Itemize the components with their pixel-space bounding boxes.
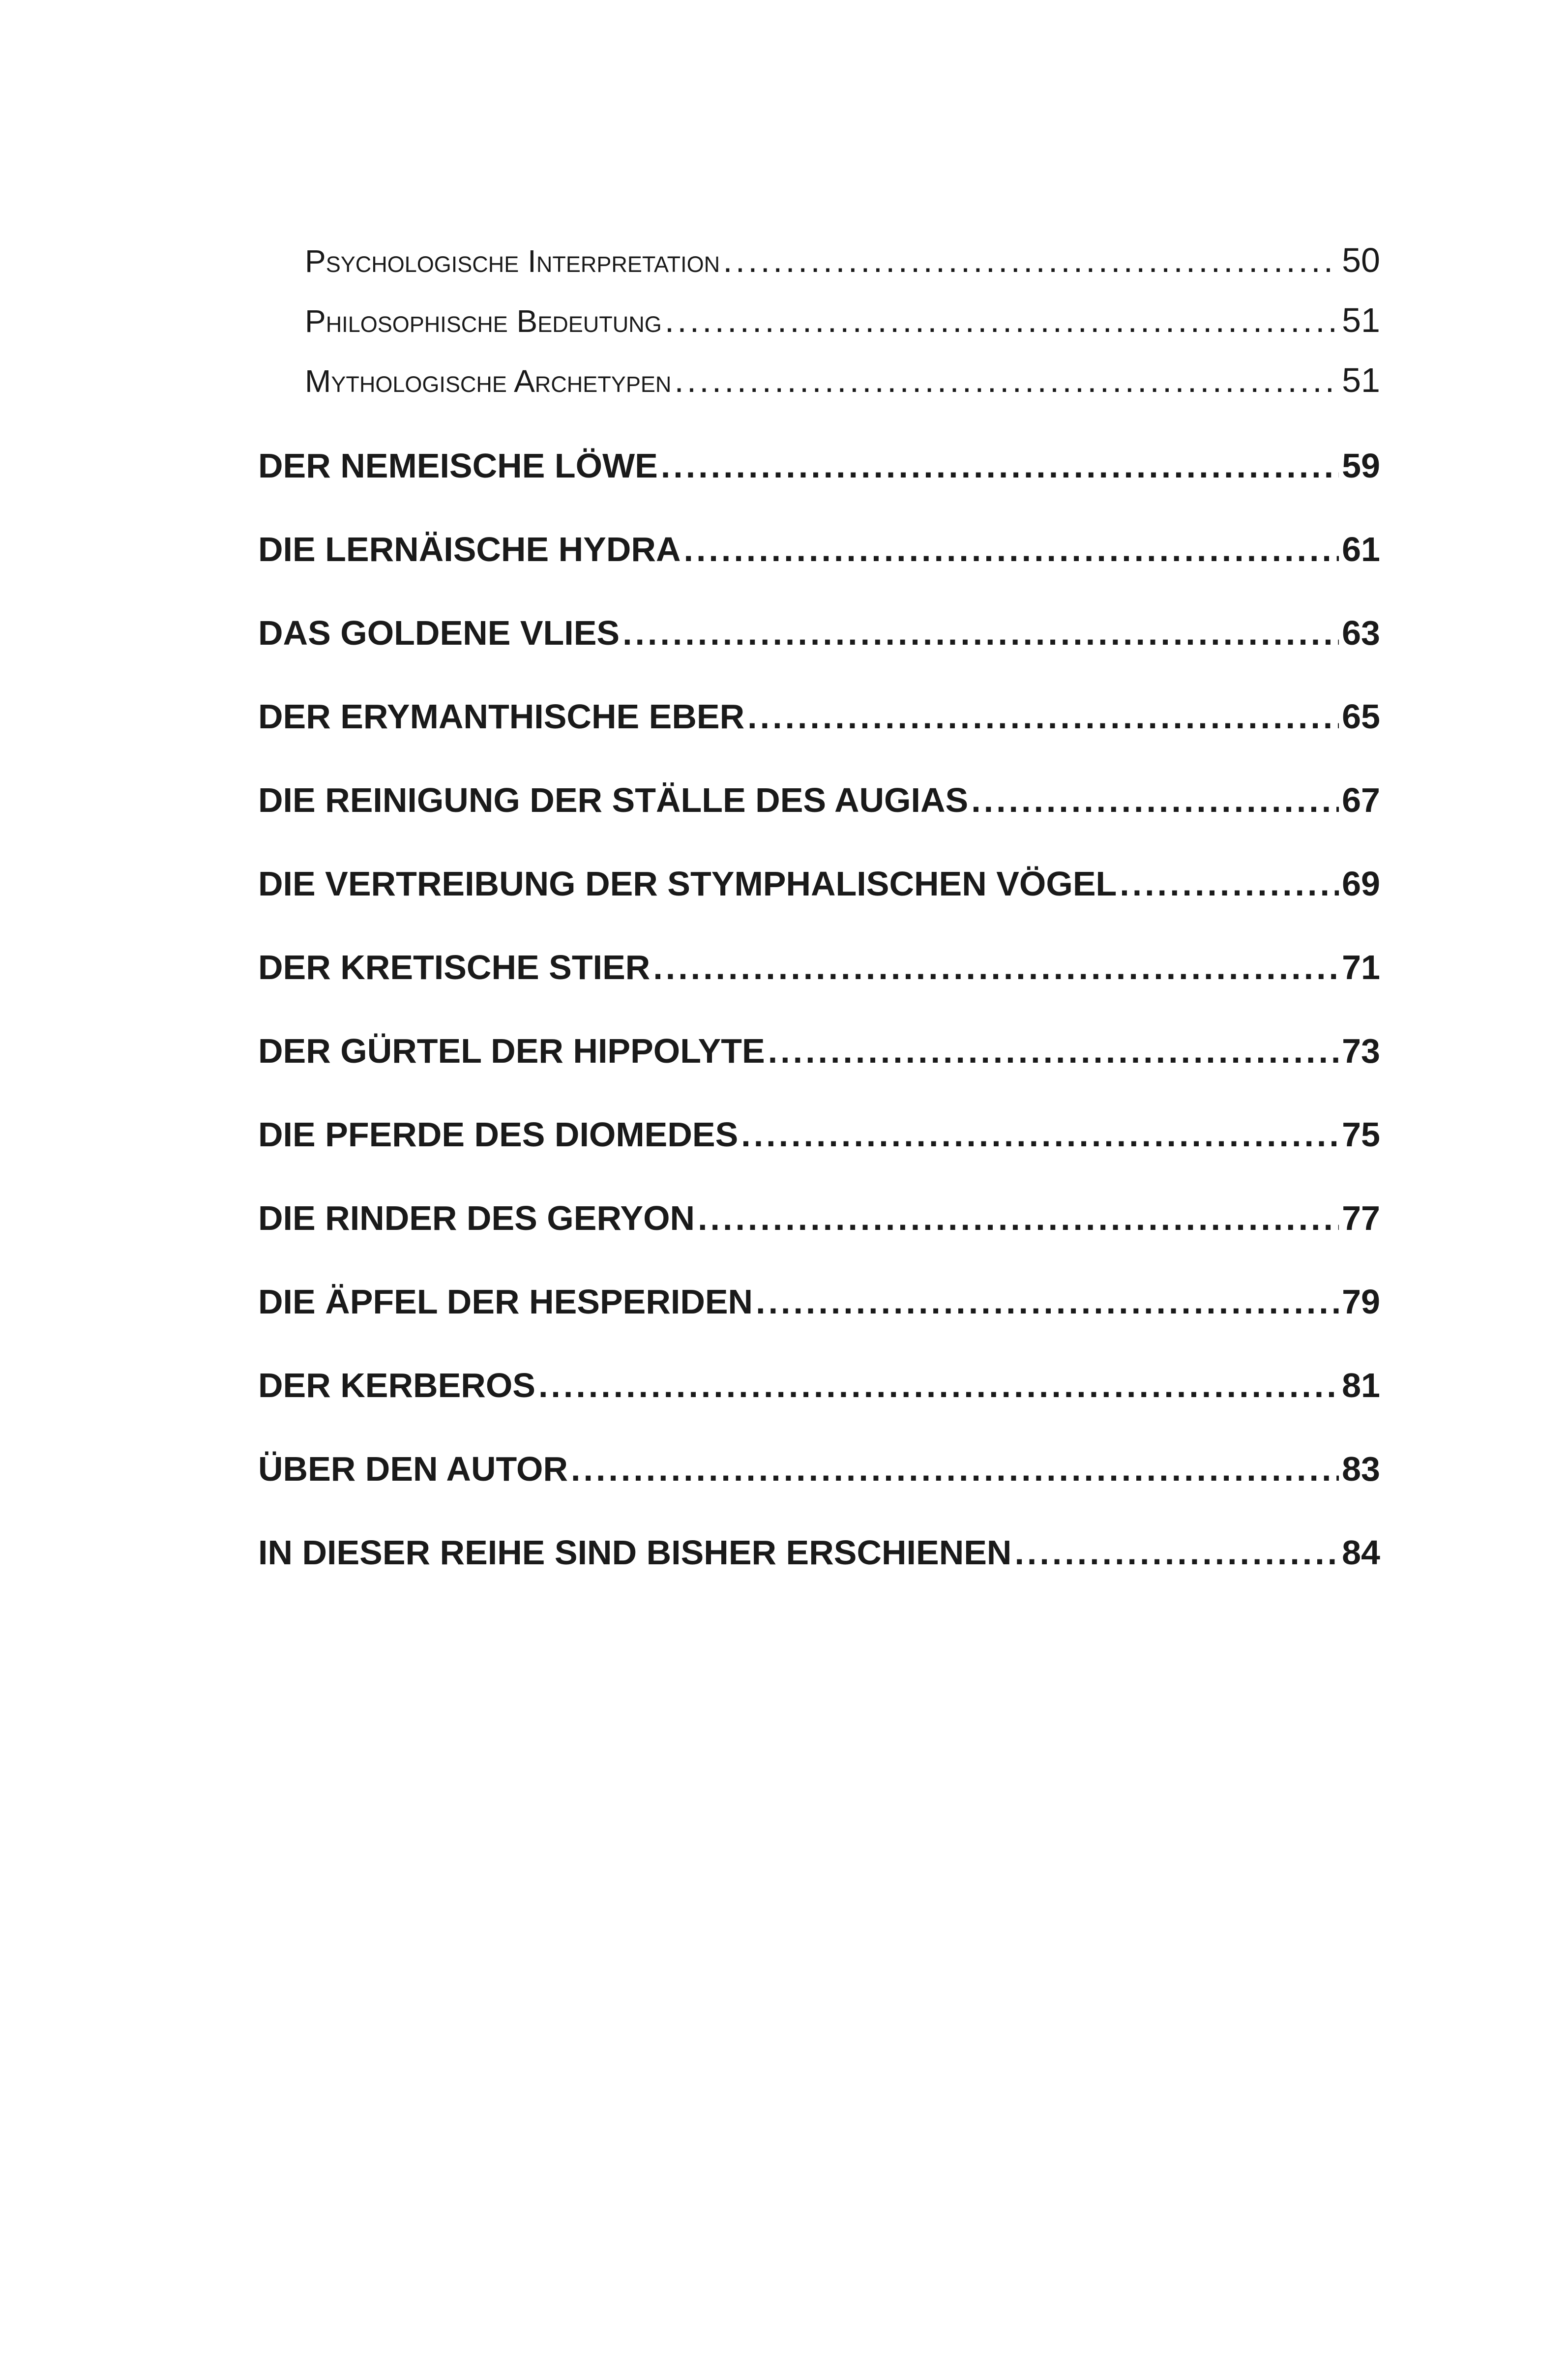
dot-leader — [1014, 1511, 1339, 1594]
toc-entry-title: DIE LERNÄISCHE HYDRA — [258, 530, 681, 568]
toc-page-number: 51 — [1342, 361, 1380, 399]
toc-page-number: 63 — [1342, 614, 1380, 652]
toc-entry[interactable] — [258, 842, 1380, 925]
toc-page-number: 75 — [1342, 1115, 1380, 1154]
toc-page-number: 73 — [1342, 1032, 1380, 1070]
toc-page-number: 51 — [1342, 301, 1380, 339]
toc-entry[interactable] — [258, 925, 1380, 1009]
dot-leader — [622, 591, 1339, 675]
toc-entry-title: Psychologische Interpretation — [305, 243, 720, 279]
toc-entry-title: DER GÜRTEL DER HIPPOLYTE — [258, 1032, 765, 1070]
toc-entry-title: Philosophische Bedeutung — [305, 303, 662, 339]
toc-subentry[interactable] — [258, 350, 1380, 410]
toc-entry-title: Mythologische Archetypen — [305, 363, 672, 399]
dot-leader — [684, 507, 1339, 591]
toc-page-number: 84 — [1342, 1533, 1380, 1572]
toc-page-number: 50 — [1342, 241, 1380, 279]
dot-leader — [698, 1176, 1339, 1260]
toc-entry[interactable] — [258, 1009, 1380, 1093]
toc-entry[interactable] — [258, 424, 1380, 507]
dot-leader — [723, 230, 1339, 290]
toc-entry-title: DIE ÄPFEL DER HESPERIDEN — [258, 1283, 753, 1321]
toc-entry[interactable] — [258, 591, 1380, 675]
dot-leader — [768, 1009, 1339, 1093]
toc-page-number: 79 — [1342, 1283, 1380, 1321]
toc-page-number: 77 — [1342, 1199, 1380, 1237]
toc-entry-title: DAS GOLDENE VLIES — [258, 614, 620, 652]
toc-page-number: 71 — [1342, 948, 1380, 986]
toc-entry-title: DIE REINIGUNG DER STÄLLE DES AUGIAS — [258, 781, 969, 819]
toc-entry-title: DIE RINDER DES GERYON — [258, 1199, 695, 1237]
toc-page-number: 69 — [1342, 865, 1380, 903]
toc-page-number: 65 — [1342, 697, 1380, 736]
toc-entry-title: DER NEMEISCHE LÖWE — [258, 447, 658, 485]
toc-entry[interactable] — [258, 1260, 1380, 1343]
toc-subentry[interactable] — [258, 230, 1380, 290]
toc-page-number: 59 — [1342, 447, 1380, 485]
toc-page-number: 81 — [1342, 1366, 1380, 1404]
toc-entry-title: IN DIESER REIHE SIND BISHER ERSCHIENEN — [258, 1533, 1012, 1572]
toc-entry[interactable] — [258, 1427, 1380, 1511]
toc-subentry[interactable] — [258, 290, 1380, 350]
toc-entry[interactable] — [258, 1511, 1380, 1594]
dot-leader — [538, 1343, 1339, 1427]
dot-leader — [971, 758, 1339, 842]
dot-leader — [741, 1093, 1339, 1176]
toc-entry[interactable] — [258, 1176, 1380, 1260]
toc-entry-title: DER KERBEROS — [258, 1366, 535, 1404]
toc-entry[interactable] — [258, 1093, 1380, 1176]
dot-leader — [1120, 842, 1339, 925]
toc-entry-title: ÜBER DEN AUTOR — [258, 1450, 568, 1488]
toc-entry[interactable] — [258, 1343, 1380, 1427]
toc-entry[interactable] — [258, 507, 1380, 591]
toc-entry[interactable] — [258, 758, 1380, 842]
toc-page-number: 67 — [1342, 781, 1380, 819]
dot-leader — [661, 424, 1339, 507]
toc-entry-title: DER KRETISCHE STIER — [258, 948, 651, 986]
dot-leader — [571, 1427, 1339, 1511]
toc-entry-title: DIE PFERDE DES DIOMEDES — [258, 1115, 739, 1154]
toc-page-number: 83 — [1342, 1450, 1380, 1488]
dot-leader — [665, 290, 1339, 350]
toc-page-number: 61 — [1342, 530, 1380, 568]
dot-leader — [756, 1260, 1339, 1343]
table-of-contents — [258, 230, 1380, 1594]
toc-entry-title: DER ERYMANTHISCHE EBER — [258, 697, 745, 736]
dot-leader — [747, 675, 1339, 758]
toc-entry[interactable] — [258, 675, 1380, 758]
toc-entry-title: DIE VERTREIBUNG DER STYMPHALISCHEN VÖGEL — [258, 865, 1117, 903]
dot-leader — [674, 350, 1339, 410]
dot-leader — [653, 925, 1339, 1009]
